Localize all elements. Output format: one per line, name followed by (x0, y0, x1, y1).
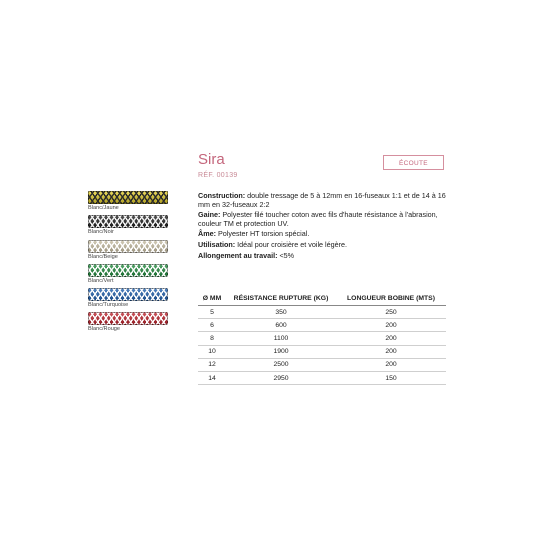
rope-color-label: Blanc/Turquoise (88, 302, 129, 309)
table-row (198, 319, 446, 332)
rope-image (88, 240, 168, 253)
product-title: Sira (198, 151, 225, 168)
table-row (198, 358, 446, 371)
description-text: <5% (277, 250, 295, 260)
category-badge: ÉCOUTE (383, 155, 444, 170)
table-header-row (198, 294, 446, 306)
rope-swatch-item (88, 312, 168, 336)
diameter-cell: 6 (198, 319, 226, 332)
description-text: Polyester HT torsion spécial. (215, 229, 310, 239)
rope-image (88, 191, 168, 204)
diameter-cell: 14 (198, 371, 226, 384)
reel-length-cell: 150 (336, 371, 446, 384)
rope-image (88, 264, 168, 277)
description-text: Polyester filé toucher coton avec fils d'haute résistance à l'abrasion, couleur TM et protection UV. (198, 210, 438, 228)
breaking-strength-cell: 1100 (226, 332, 336, 345)
description-label: Âme: (198, 229, 216, 239)
rope-swatch-item (88, 191, 168, 215)
product-reference: RÉF. 00139 (198, 172, 238, 179)
description-text: double tressage de 5 à 12mm en 16-fuseaux 1:1 et de 14 à 16 mm en 32-fuseaux 2:2 (198, 191, 446, 209)
reel-length-cell: 250 (336, 306, 446, 319)
description-text: Idéal pour croisière et voile légère. (235, 239, 348, 249)
breaking-strength-cell: 600 (226, 319, 336, 332)
description-label: Utilisation: (198, 239, 236, 249)
breaking-strength-cell: 350 (226, 306, 336, 319)
diameter-cell: 8 (198, 332, 226, 345)
rope-color-list (88, 191, 168, 337)
description-line (198, 241, 456, 250)
table-row (198, 371, 446, 384)
column-header-breaking-strength: RÉSISTANCE RUPTURE (KG) (226, 294, 336, 306)
description-label: Allongement au travail: (198, 250, 278, 260)
reel-length-cell: 200 (336, 332, 446, 345)
breaking-strength-cell: 2950 (226, 371, 336, 384)
rope-color-label: Blanc/Jaune (88, 205, 119, 211)
reel-length-cell: 200 (336, 345, 446, 358)
rope-image (88, 288, 168, 301)
description-line (198, 252, 456, 261)
breaking-strength-cell: 2500 (226, 358, 336, 371)
rope-swatch-item (88, 240, 168, 264)
diameter-cell: 12 (198, 358, 226, 371)
rope-color-label: Blanc/Rouge (88, 326, 121, 333)
reel-length-cell: 200 (336, 358, 446, 371)
column-header-diameter: Ø MM (198, 294, 226, 306)
column-header-reel-length: LONGUEUR BOBINE (MTS) (336, 294, 446, 306)
table-row (198, 345, 446, 358)
diameter-cell: 10 (198, 345, 226, 358)
diameter-cell: 5 (198, 306, 226, 319)
rope-color-label: Blanc/Vert (88, 277, 114, 284)
rope-color-label: Blanc/Noir (88, 229, 114, 236)
breaking-strength-cell: 1900 (226, 345, 336, 358)
rope-swatch-item (88, 288, 168, 312)
description-label: Construction: (198, 191, 246, 200)
table-row (198, 306, 446, 319)
description-line (198, 211, 456, 228)
product-description (198, 192, 456, 262)
description-line (198, 192, 456, 209)
rope-color-label: Blanc/Beige (88, 253, 118, 260)
rope-image (88, 215, 168, 228)
specs-table (198, 294, 446, 385)
description-line (198, 230, 456, 239)
rope-swatch-item (88, 264, 168, 288)
description-label: Gaine: (198, 210, 221, 220)
table-row (198, 332, 446, 345)
rope-swatch-item (88, 215, 168, 239)
rope-image (88, 312, 168, 325)
reel-length-cell: 200 (336, 319, 446, 332)
